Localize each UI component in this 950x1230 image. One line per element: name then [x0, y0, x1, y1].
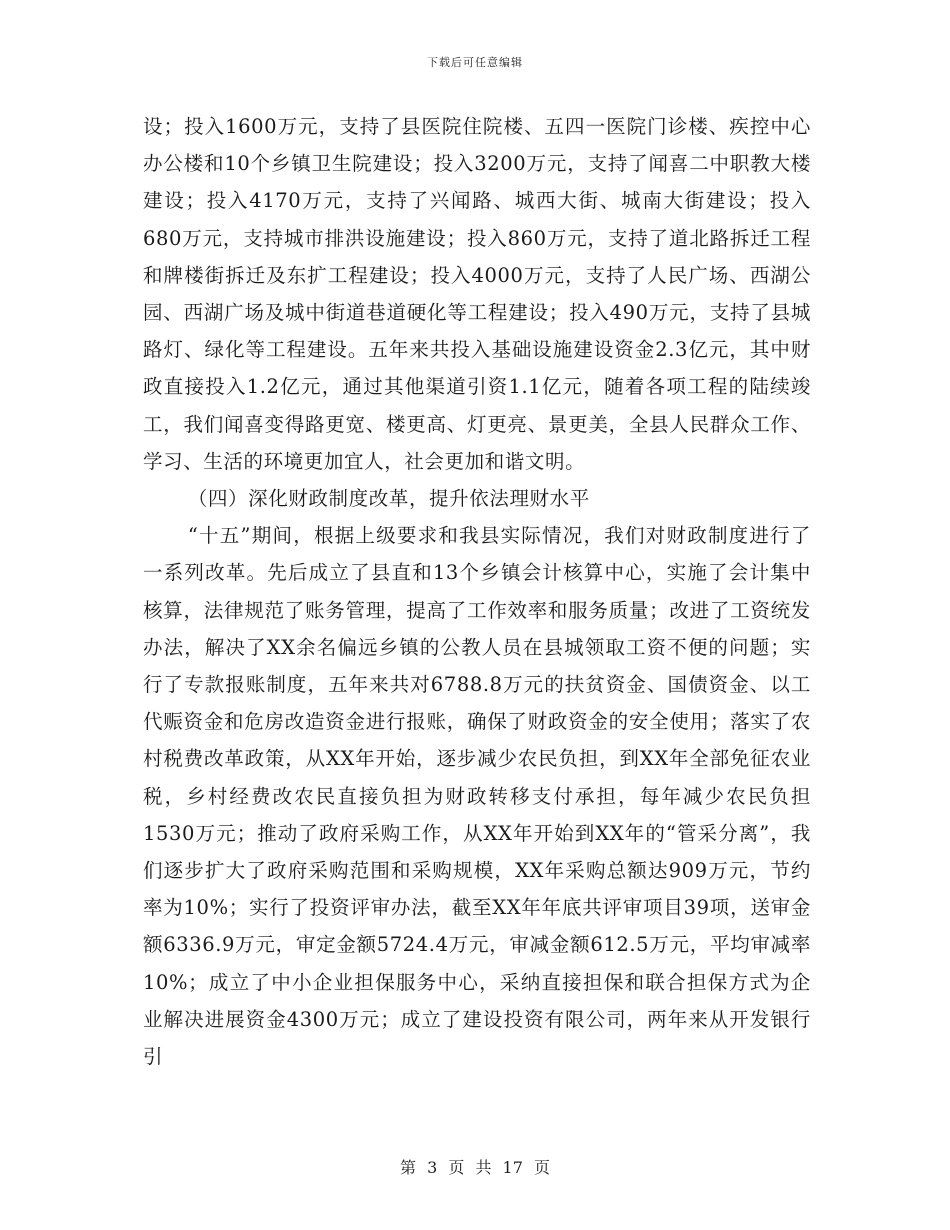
page-number-footer: 第 3 页 共 17 页 [400, 1158, 550, 1177]
paragraph: “十五”期间，根据上级要求和我县实际情况，我们对财政制度进行了一系列改革。先后成立了县直和13个乡镇会计核算中心，实施了会计集中核算，法律规范了账务管理，提高了工作效率和服务质量；改进了工资统发办法，解决了XX余名偏远乡镇的公教人员在县城领取工资不便的问题；实行了专款报账制度，五年来共对6788.8万元的扶贫资金、国债资金、以工代赈资金和危房改造资金进行报账，确保了财政资金的安全使用；落实了农村税费改革政策，从XX年开始，逐步减少农民负担，到XX年全部免征农业税，乡村经费改农民直接负担为财政转移支付承担，每年减少农民负担1530万元；推动了政府采购工作，从XX年开始到XX年的“管采分离”，我们逐步扩大了政府采购范围和采购规模，XX年采购总额达909万元，节约率为10%；实行了投资评审办法，截至XX年年底共评审项目39项，送审金额6336.9万元，审定金额5724.4万元，审减金额612.5万元，平均审减率10%；成立了中小企业担保服务中心，采纳直接担保和联合担保方式为企业解决进展资金4300万元；成立了建设投资有限公司，两年来从开发银行引 [143, 524, 811, 1069]
paragraph: 设；投入1600万元，支持了县医院住院楼、五四一医院门诊楼、疾控中心办公楼和10个乡镇卫生院建设；投入3200万元，支持了闻喜二中职教大楼建设；投入4170万元，支持了兴闻路、城西大街、城南大街建设；投入680万元，支持城市排洪设施建设；投入860万元，支持了道北路拆迁工程和牌楼街拆迁及东扩工程建设；投入4000万元，支持了人民广场、西湖公园、西湖广场及城中街道巷道硬化等工程建设；投入490万元，支持了县城路灯、绿化等工程建设。五年来共投入基础设施建设资金2.3亿元，其中财政直接投入1.2亿元，通过其他渠道引资1.1亿元，随着各项工程的陆续竣工，我们闻喜变得路更宽、楼更高、灯更亮、景更美，全县人民群众工作、学习、生活的环境更加宜人，社会更加和谐文明。 [143, 115, 811, 473]
section-heading: （四）深化财政制度改革，提升依法理财水平 [187, 487, 590, 511]
page-header: 下载后可任意编辑 [427, 56, 523, 69]
body-text [143, 108, 811, 1075]
